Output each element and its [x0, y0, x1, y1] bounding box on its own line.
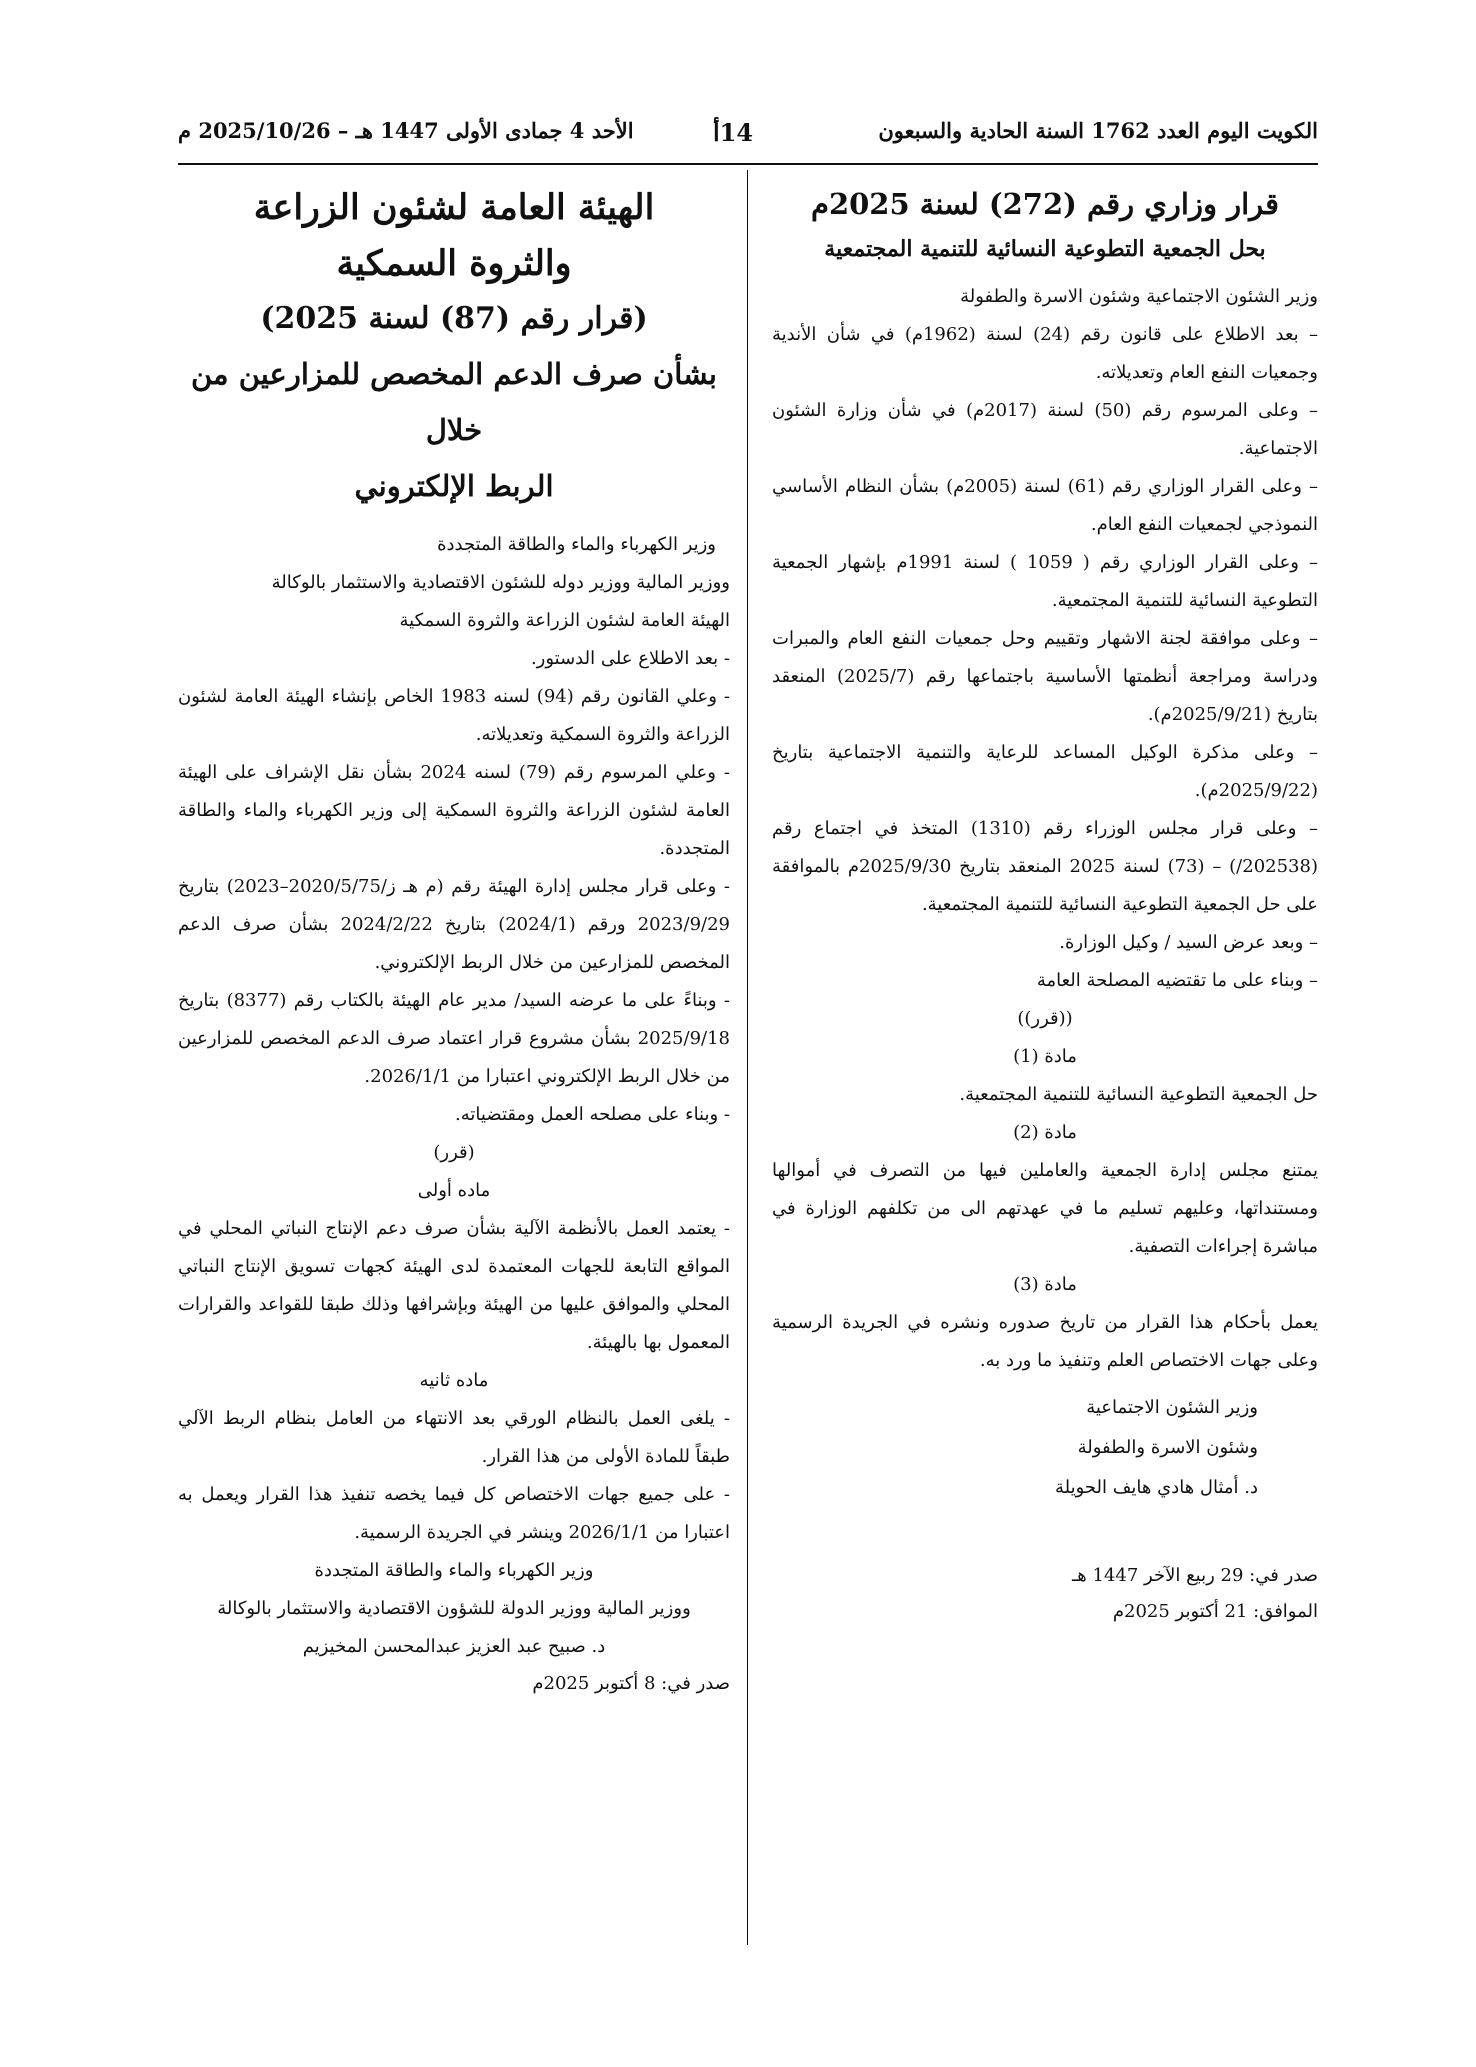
signature-line: ووزير المالية ووزير الدولة للشؤون الاقتصادية والاستثمار بالوكالة — [217, 1598, 691, 1619]
article-label: مادة (3) — [1013, 1274, 1077, 1295]
header-divider — [178, 163, 1318, 165]
article-label: ماده ثانيه — [419, 1370, 489, 1391]
decision-subject: الربط الإلكتروني — [354, 469, 554, 503]
preamble-paragraph: – وعلى موافقة لجنة الاشهار وتقييم وحل جمعيات النفع العام والمبرات ودراسة ومراجعة أنظمتها الأساسية باجتماعها رقم (2025/7) المنعقد بتاريخ (2025/9/21م). — [772, 628, 1318, 725]
article-text: - يلغى العمل بالنظام الورقي بعد الانتهاء من العامل بنظام الربط الآلي طبقاً للمادة الأولى من هذا القرار. — [178, 1408, 730, 1467]
issuer-line: ووزير المالية ووزير دوله للشئون الاقتصادية والاستثمار بالوكالة — [271, 572, 730, 593]
issued-date: صدر في: 8 أكتوبر 2025م — [532, 1673, 730, 1694]
page-number: 14أ — [712, 118, 754, 147]
page-header — [178, 118, 1318, 158]
preamble-paragraph: - وعلى قرار مجلس إدارة الهيئة رقم (م هـ ز/2020/5/75–2023) بتاريخ 2023/9/29 ورقم (2024/1) بتاريخ 2024/2/22 بشأن صرف الدعم المخصص للمزارعين من خلال الربط الإلكتروني. — [178, 876, 730, 973]
article-label: ماده أولى — [417, 1180, 491, 1201]
issued-date: صدر في: 29 ربيع الآخر 1447 هـ — [1072, 1565, 1318, 1586]
preamble-paragraph: – وعلى القرار الوزاري رقم (61) لسنة (2005م) بشأن النظام الأساسي النموذجي لجمعيات النفع العام. — [772, 476, 1318, 535]
signature-line: وشئون الاسرة والطفولة — [1077, 1437, 1258, 1458]
gazette-issue-info: الكويت اليوم العدد 1762 السنة الحادية والسبعون — [878, 118, 1318, 143]
preamble-paragraph: – وبناء على ما تقتضيه المصلحة العامة — [1036, 970, 1318, 991]
preamble-paragraph: – وعلى القرار الوزاري رقم ( 1059 ) لسنة 1991م بإشهار الجمعية التطوعية النسائية للتنمية المجتمعية. — [772, 552, 1319, 611]
authority-name: والثروة السمكية — [336, 243, 572, 284]
left-column — [178, 180, 730, 1702]
preamble-paragraph: - بعد الاطلاع على الدستور. — [530, 648, 730, 669]
decided-heading: (قرر) — [433, 1142, 475, 1163]
issuer-line: وزير الشئون الاجتماعية وشئون الاسرة والطفولة — [960, 286, 1318, 307]
decision-title: قرار وزاري رقم (272) لسنة 2025م — [810, 187, 1280, 221]
article-text: حل الجمعية التطوعية النسائية للتنمية المجتمعية. — [959, 1084, 1318, 1105]
article-label: مادة (1) — [1013, 1046, 1077, 1067]
issue-date: الأحد 4 جمادى الأولى 1447 هـ – 2025/10/26 م — [178, 118, 634, 143]
decision-subject: بشأن صرف الدعم المخصص للمزارعين من خلال — [190, 357, 718, 447]
preamble-paragraph: - وبناءً على ما عرضه السيد/ مدير عام الهيئة بالكتاب رقم (8377) بتاريخ 2025/9/18 بشأن مشروع قرار اعتماد صرف الدعم المخصص للمزارعين من خلال الربط الإلكتروني اعتبارا من 2026/1/1. — [178, 990, 730, 1087]
preamble-paragraph: – بعد الاطلاع على قانون رقم (24) لسنة (1962م) في شأن الأندية وجمعيات النفع العام وتعديلاته. — [772, 324, 1318, 383]
issuer-line: الهيئة العامة لشئون الزراعة والثروة السمكية — [399, 610, 730, 631]
signatory-name: د. أمثال هادي هايف الحويلة — [1055, 1477, 1258, 1498]
corresponding-date: الموافق: 21 أكتوبر 2025م — [1112, 1601, 1318, 1622]
signatory-name: د. صبيح عبد العزيز عبدالمحسن المخيزيم — [302, 1636, 606, 1657]
article-text: - يعتمد العمل بالأنظمة الآلية بشأن صرف دعم الإنتاج النباتي المحلي في المواقع التابعة للجهات المعتمدة لدى الهيئة كجهات تسويق الإنتاج النباتي المحلي والموافق عليها من الهيئة وبإشرافها وذلك طبقا للقواعد والقرارات المعمول بها بالهيئة. — [178, 1218, 731, 1353]
signature-line: وزير الشئون الاجتماعية — [1086, 1397, 1258, 1418]
authority-name: الهيئة العامة لشئون الزراعة — [253, 187, 655, 228]
preamble-paragraph: – وعلى مذكرة الوكيل المساعد للرعاية والتنمية الاجتماعية بتاريخ (2025/9/22م). — [772, 742, 1318, 801]
preamble-paragraph: - وعلي القانون رقم (94) لسنه 1983 الخاص بإنشاء الهيئة العامة لشئون الزراعة والثروة السمكية وتعديلاته. — [178, 686, 731, 745]
preamble-paragraph: - وبناء على مصلحه العمل ومقتضياته. — [455, 1104, 730, 1125]
issuer-line: وزير الكهرباء والماء والطاقة المتجددة — [437, 534, 716, 555]
preamble-paragraph: – وعلى المرسوم رقم (50) لسنة (2017م) في شأن وزارة الشئون الاجتماعية. — [772, 400, 1318, 459]
right-column — [772, 180, 1318, 1630]
preamble-paragraph: - وعلي المرسوم رقم (79) لسنه 2024 بشأن نقل الإشراف على الهيئة العامة لشئون الزراعة والثروة السمكية إلى وزير الكهرباء والماء والطاقة المتجددة. — [178, 762, 730, 859]
column-divider — [747, 170, 748, 1945]
preamble-paragraph: – وعلى قرار مجلس الوزراء رقم (1310) المتخذ في اجتماع رقم (202538/) – (73) لسنة 2025 المنعقد بتاريخ 2025/9/30م بالموافقة على حل الجمعية التطوعية النسائية للتنمية المجتمعية. — [772, 818, 1318, 915]
decision-number: (قرار رقم (87) لسنة 2025) — [260, 301, 648, 336]
preamble-paragraph: – وبعد عرض السيد / وكيل الوزارة. — [1059, 932, 1318, 953]
decided-heading: ((قرر)) — [1017, 1008, 1073, 1029]
article-label: مادة (2) — [1013, 1122, 1077, 1143]
article-text: يمتنع مجلس إدارة الجمعية والعاملين فيها من التصرف في أموالها ومستنداتها، وعليهم تسليم ما في عهدتهم الى من تكلفهم الوزارة في مباشرة إجراءات التصفية. — [772, 1160, 1318, 1257]
signature-line: وزير الكهرباء والماء والطاقة المتجددة — [314, 1560, 594, 1581]
decision-subject: بحل الجمعية التطوعية النسائية للتنمية المجتمعية — [824, 236, 1266, 262]
article-text: يعمل بأحكام هذا القرار من تاريخ صدوره ونشره في الجريدة الرسمية وعلى جهات الاختصاص العلم وتنفيذ ما ورد به. — [772, 1312, 1318, 1371]
closing-paragraph: - على جميع جهات الاختصاص كل فيما يخصه تنفيذ هذا القرار ويعمل به اعتبارا من 2026/1/1 وينشر في الجريدة الرسمية. — [178, 1484, 730, 1543]
